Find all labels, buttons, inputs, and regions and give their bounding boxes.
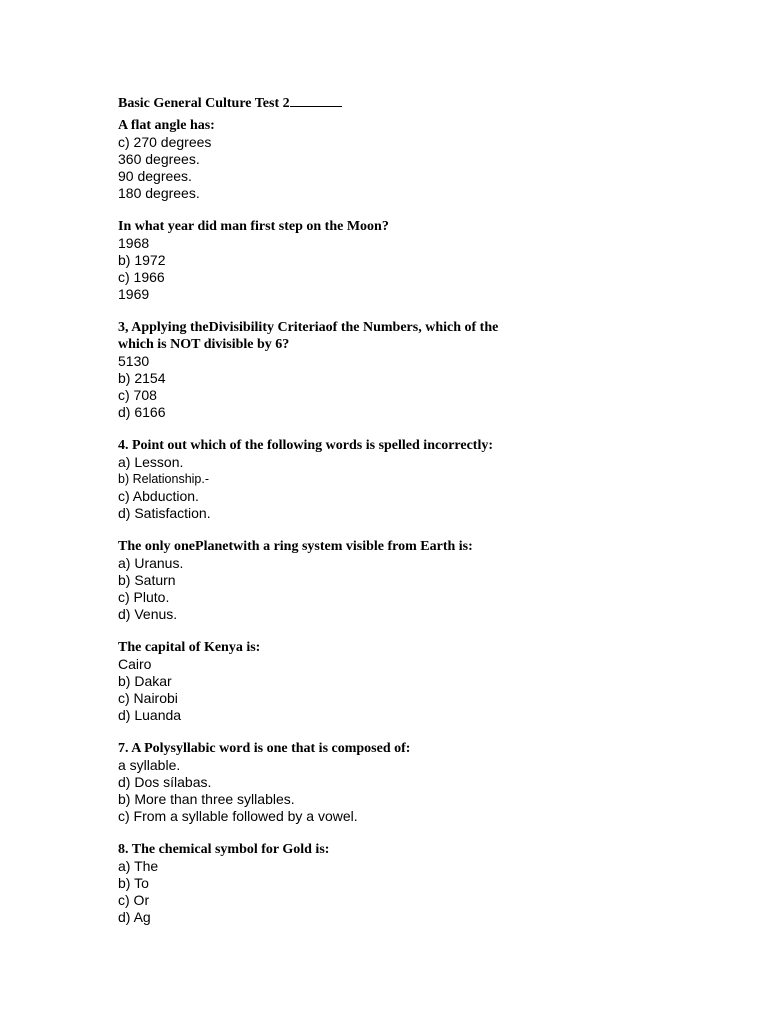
answer-option: d) Satisfaction.: [118, 505, 211, 521]
answer-option: c) Or: [118, 892, 150, 908]
question-text: The capital of Kenya is:: [118, 640, 261, 655]
answer-option: b) Saturn: [118, 572, 176, 588]
answer-option: 360 degrees.: [118, 151, 200, 167]
question-7: [118, 740, 718, 825]
question-text: 4. Point out which of the following words is spelled incorrectly:: [118, 438, 494, 453]
answer-option: 90 degrees.: [118, 168, 192, 184]
answer-option: c) 708: [118, 387, 157, 403]
question-text: 8. The chemical symbol for Gold is:: [118, 842, 330, 857]
answer-option: d) Dos sílabas.: [118, 774, 212, 790]
title-underline-blank: [290, 93, 342, 107]
question-text: A flat angle has:: [118, 118, 215, 133]
answer-option: b) To: [118, 875, 149, 891]
answer-option: b) Relationship.-: [118, 472, 210, 486]
answer-option: 180 degrees.: [118, 185, 200, 201]
question-3: [118, 319, 718, 421]
title-text: Basic General Culture Test 2: [118, 96, 290, 111]
answer-option: 5130: [118, 353, 150, 369]
question-text: 3, Applying theDivisibility Criteriaof the Numbers, which of the: [118, 320, 499, 335]
question-1: [118, 117, 718, 202]
answer-option: d) Luanda: [118, 707, 182, 723]
answer-option: c) 1966: [118, 269, 165, 285]
answer-option: b) More than three syllables.: [118, 791, 295, 807]
answer-option: 1969: [118, 286, 150, 302]
question-2: [118, 218, 718, 303]
answer-option: 1968: [118, 235, 150, 251]
answer-option: d) Ag: [118, 909, 151, 925]
question-text: The only onePlanetwith a ring system visible from Earth is:: [118, 539, 473, 554]
test-document: [118, 93, 718, 942]
question-5: [118, 538, 718, 623]
question-text: In what year did man first step on the Moon?: [118, 219, 389, 234]
question-4: [118, 437, 718, 522]
document-title: [118, 93, 718, 110]
answer-option: b) 1972: [118, 252, 166, 268]
answer-option: c) Abduction.: [118, 488, 199, 504]
answer-option: c) 270 degrees: [118, 134, 212, 150]
answer-option: Cairo: [118, 656, 152, 672]
answer-option: a) The: [118, 858, 159, 874]
question-6: [118, 639, 718, 724]
answer-option: c) Nairobi: [118, 690, 178, 706]
answer-option: a syllable.: [118, 757, 181, 773]
answer-option: b) Dakar: [118, 673, 172, 689]
answer-option: c) From a syllable followed by a vowel.: [118, 808, 358, 824]
question-text: 7. A Polysyllabic word is one that is composed of:: [118, 741, 411, 756]
answer-option: a) Lesson.: [118, 454, 184, 470]
question-8: [118, 841, 718, 926]
answer-option: a) Uranus.: [118, 555, 184, 571]
answer-option: b) 2154: [118, 370, 166, 386]
answer-option: d) Venus.: [118, 606, 178, 622]
question-text-continued: which is NOT divisible by 6?: [118, 337, 290, 352]
answer-option: c) Pluto.: [118, 589, 170, 605]
answer-option: d) 6166: [118, 404, 166, 420]
